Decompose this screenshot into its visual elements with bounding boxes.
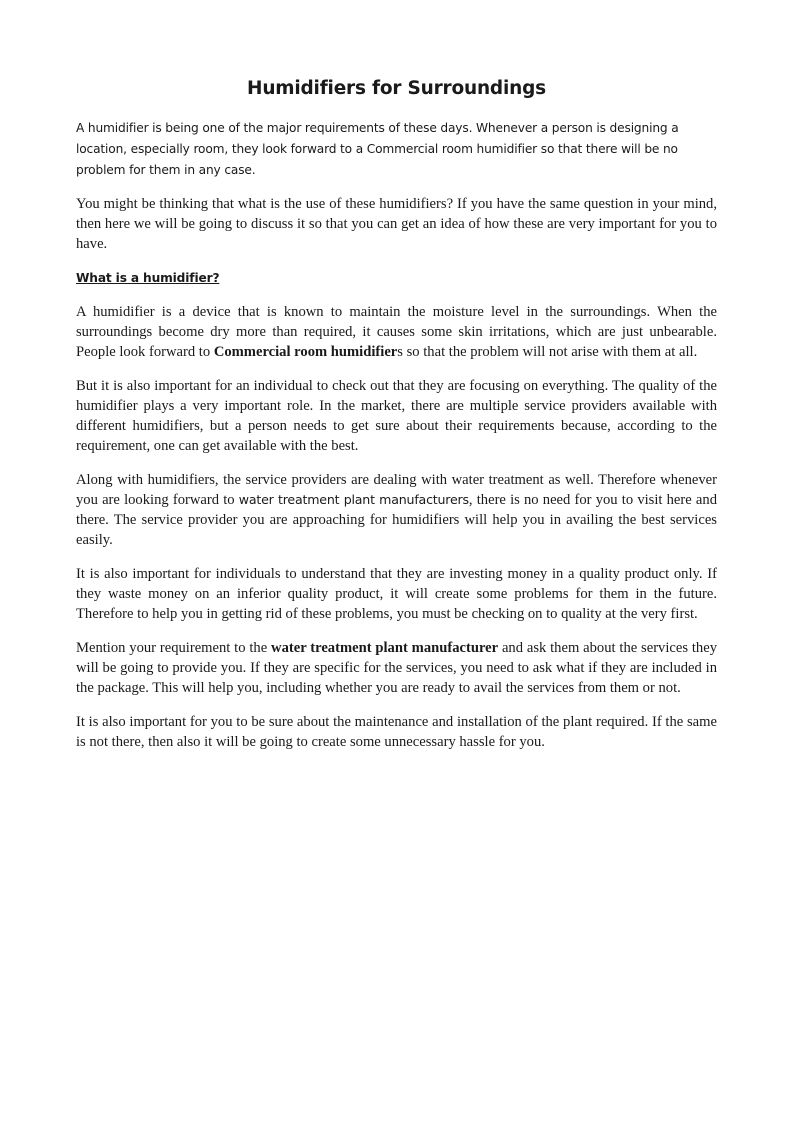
water-treatment-text-start: Along with humidifiers, the service providers are dealing with water treatment as well. Therefore whenever you are looking forward to (76, 472, 717, 508)
water-treatment-text-end: , there is no need for you to visit here and there. The service provider you are approaching for humidifiers will help you in availing the best services easily. (76, 492, 718, 548)
page-title: Humidifiers for Surroundings (247, 78, 546, 99)
definition-paragraph (76, 302, 717, 362)
water-treatment-keyword: water treatment plant manufacturers (238, 492, 469, 507)
water-treatment-paragraph (76, 470, 717, 550)
section-heading: What is a humidifier? (76, 271, 220, 285)
requirement-text-start: Mention your requirement to the (76, 640, 272, 656)
question-paragraph: You might be thinking that what is the use of these humidifiers? If you have the same question in your mind, then here we will be going to discuss it so that you can get an idea of how these are very important for you to have. (76, 196, 717, 252)
definition-text-start: A humidifier is a device that is known to maintain the moisture level in the surroundings. When the surroundings become dry more than required, it causes some skin irritations, which are just unbearable. People look forward to (76, 304, 717, 360)
maintenance-paragraph: It is also important for you to be sure about the maintenance and installation of the plant required. If the same is not there, then also it will be going to create some unnecessary hassle for you. (76, 714, 717, 750)
quality-paragraph: But it is also important for an individual to check out that they are focusing on everything. The quality of the humidifier plays a very important role. In the market, there are multiple service providers available with different humidifiers, but a person needs to get sure about their requirements because, according to the requirement, one can get available with the best. (76, 378, 717, 454)
investment-paragraph: It is also important for individuals to understand that they are investing money in a quality product only. If they waste money on an inferior quality product, it will create some problems for them in the future. Therefore to help you in getting rid of these problems, you must be checking on to quality at the very first. (76, 566, 717, 622)
document-page (76, 76, 717, 766)
commercial-humidifier-keyword: Commercial room humidifier (213, 344, 398, 360)
definition-text-end: s so that the problem will not arise with them at all. (397, 344, 698, 360)
requirement-text-end: and ask them about the services they will be going to provide you. If they are specific for the services, you need to ask what if they are included in the package. This will help you, including whether you are ready to avail the services from them or not. (76, 640, 717, 696)
intro-paragraph: A humidifier is being one of the major requirements of these days. Whenever a person is designing a location, especially room, they look forward to a Commercial room humidifier so that there will be no problem for them in any case. (76, 121, 679, 177)
requirement-paragraph (76, 638, 717, 698)
manufacturer-keyword: water treatment plant manufacturer (271, 640, 499, 656)
